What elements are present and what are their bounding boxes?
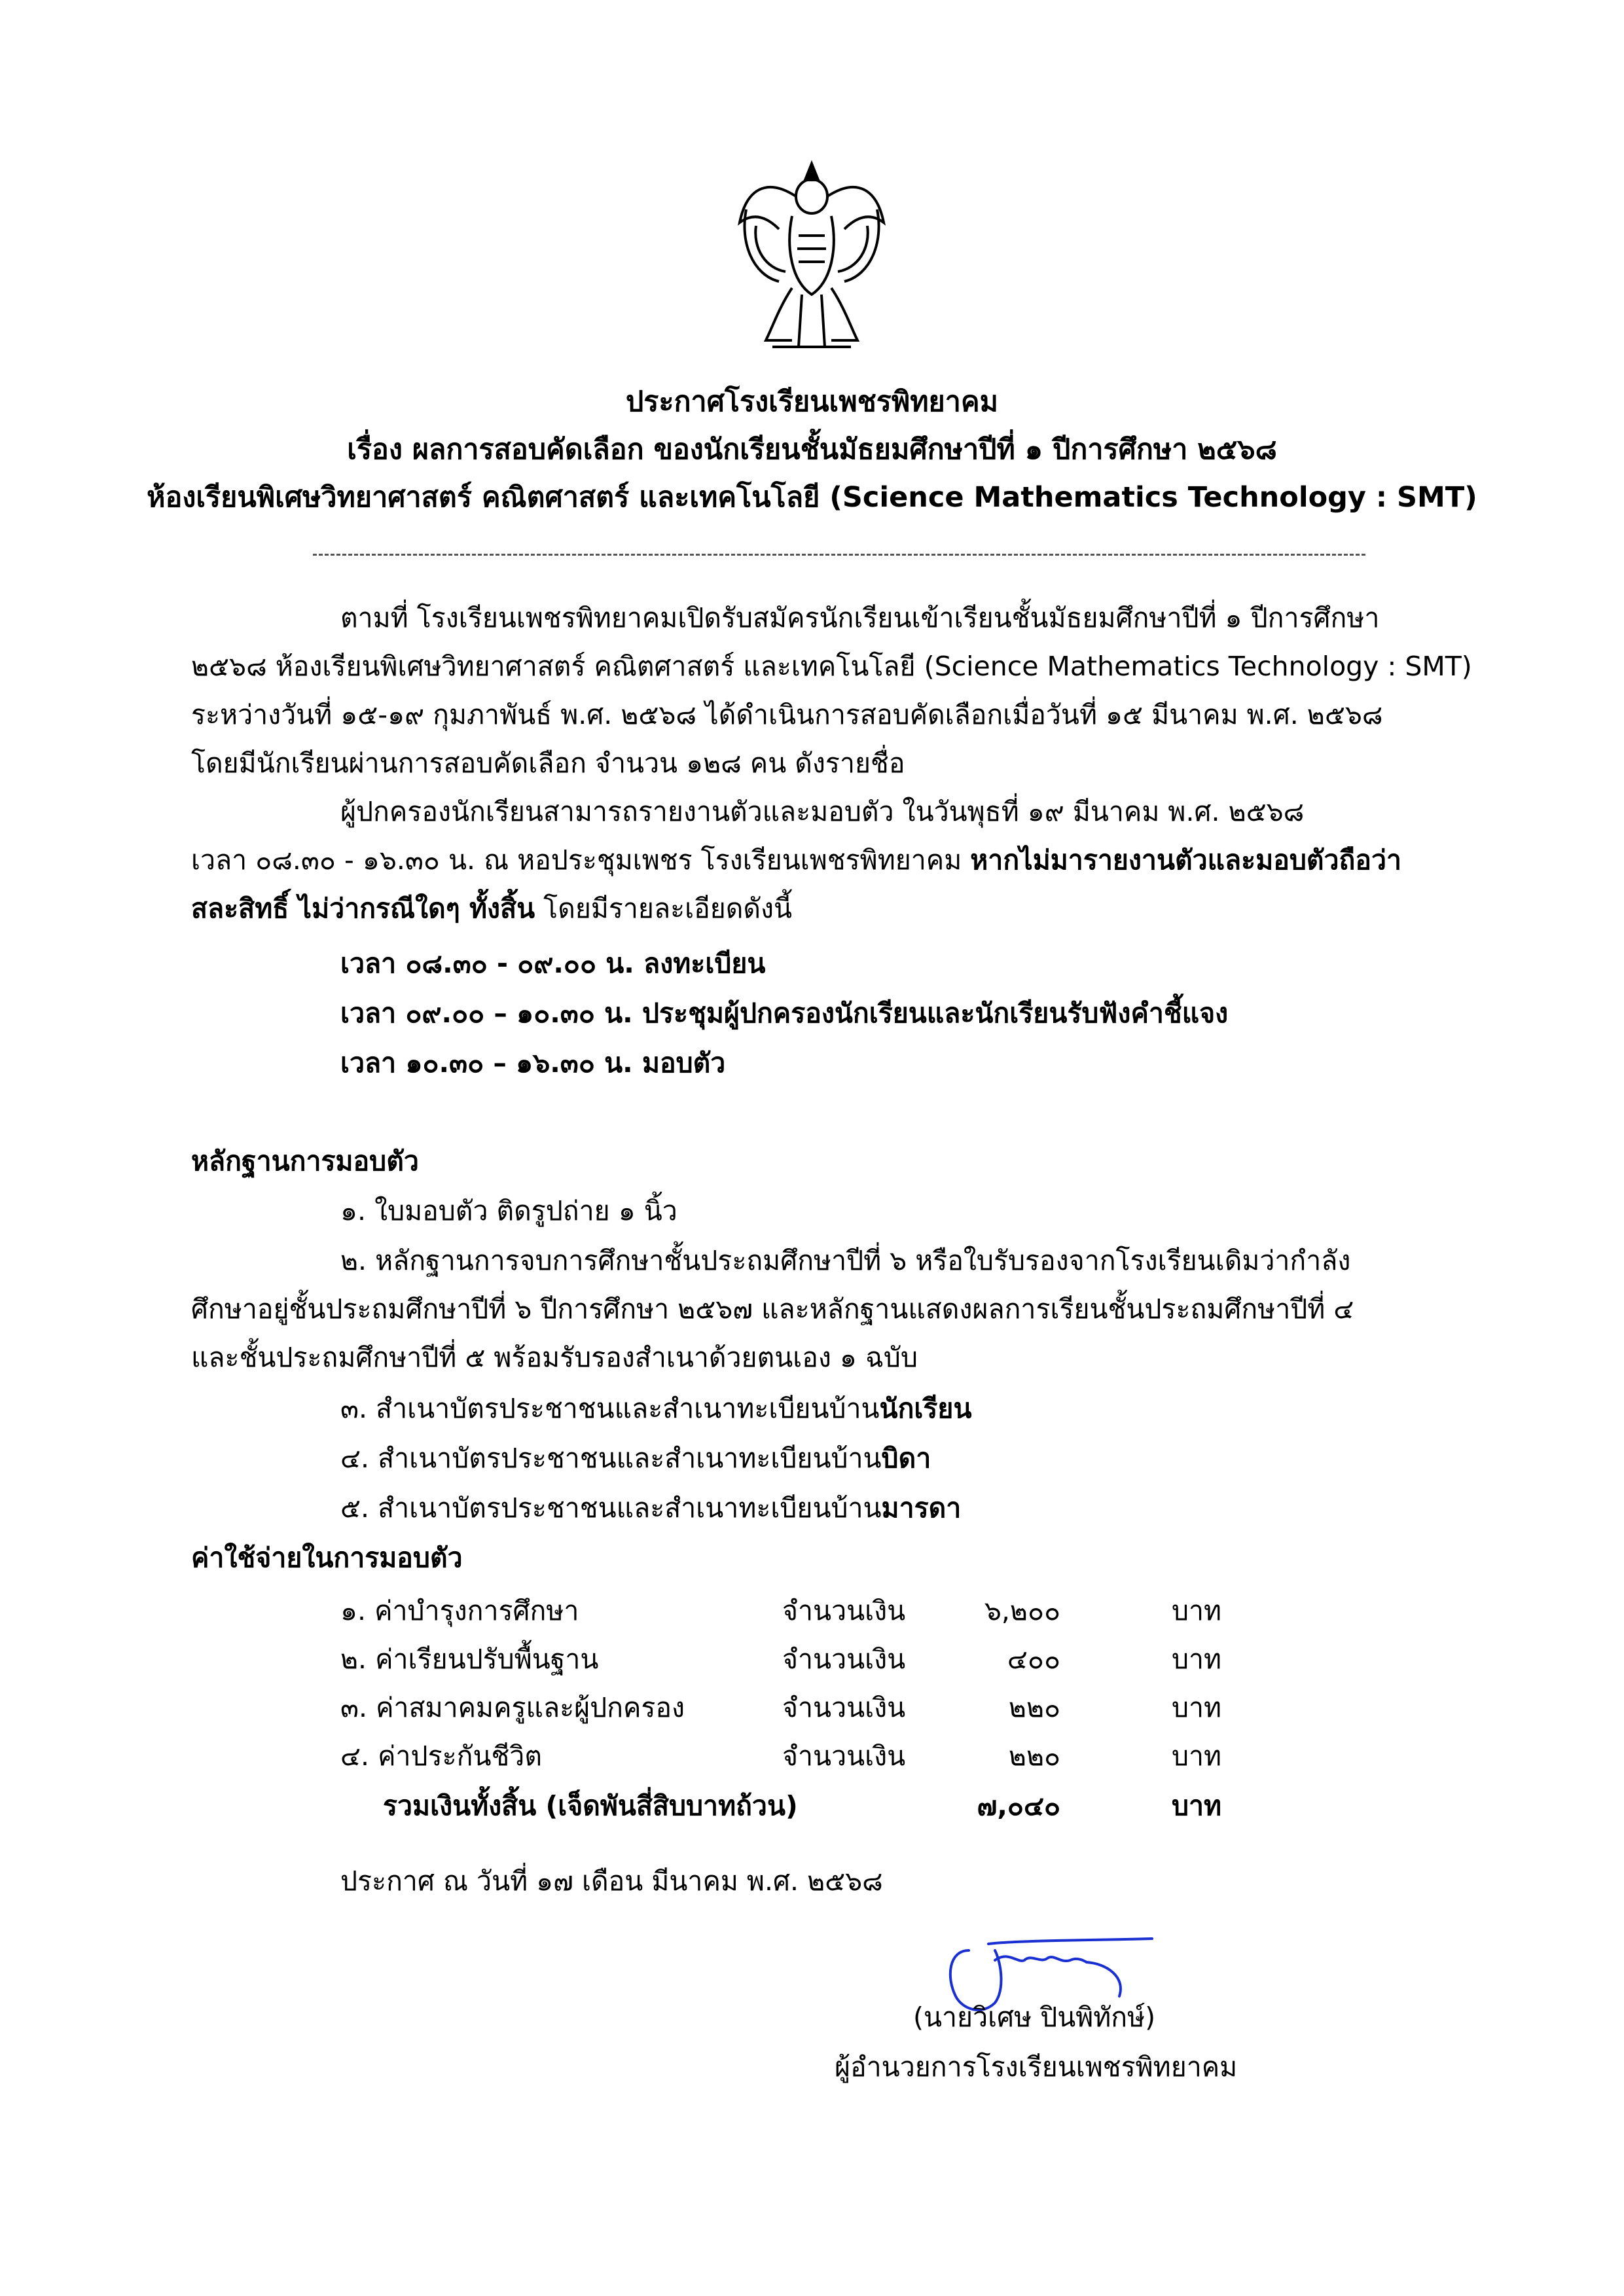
fee-amount-caption: จำนวนเงิน xyxy=(782,1740,906,1772)
fee-amount-caption: จำนวนเงิน xyxy=(782,1692,906,1723)
fee-total-unit: บาท xyxy=(1172,1790,1222,1821)
paragraph-2-line-1: ผู้ปกครองนักเรียนสามารถรายงานตัวและมอบตัว ในวันพุธที่ ๑๙ มีนาคม พ.ศ. ๒๕๖๘ xyxy=(340,796,1305,827)
fee-label: ๓. ค่าสมาคมครูและผู้ปกครอง xyxy=(340,1692,685,1723)
evidence-item-3 xyxy=(340,1388,971,1429)
paragraph-2-line-2-text: เวลา ๐๘.๓๐ - ๑๖.๓๐ น. ณ หอประชุมเพชร โรงเรียนเพชรพิทยาคม xyxy=(191,844,971,876)
fee-total-label: รวมเงินทั้งสิ้น (เจ็ดพันสี่สิบบาทถ้วน) xyxy=(383,1790,798,1821)
evidence-item-4-owner: บิดา xyxy=(881,1443,931,1474)
schedule-item: เวลา ๐๘.๓๐ - ๐๙.๐๐ น. ลงทะเบียน xyxy=(340,948,766,979)
signer-title: ผู้อำนวยการโรงเรียนเพชรพิทยาคม xyxy=(835,2051,1238,2083)
fee-amount: ๖,๒๐๐ xyxy=(984,1595,1060,1626)
forfeit-warning: หากไม่มารายงานตัวและมอบตัวถือว่า xyxy=(970,844,1402,876)
fee-row xyxy=(0,1733,1624,1779)
fee-row xyxy=(0,1685,1624,1731)
dashed-divider xyxy=(313,554,1365,556)
announcement-title: ประกาศโรงเรียนเพชรพิทยาคม xyxy=(626,386,998,418)
paragraph-2-line-2 xyxy=(191,839,1401,881)
fee-amount-caption: จำนวนเงิน xyxy=(782,1643,906,1675)
evidence-item-2-cont: ศึกษาอยู่ชั้นประถมศึกษาปีที่ ๖ ปีการศึกษา ๒๕๖๗ และหลักฐานแสดงผลการเรียนชั้นประถมศึกษาปีที่ ๔ xyxy=(191,1293,1354,1325)
paragraph-1-line-3: ระหว่างวันที่ ๑๕-๑๙ กุมภาพันธ์ พ.ศ. ๒๕๖๘ ได้ดำเนินการสอบคัดเลือกเมื่อวันที่ ๑๕ มีนาคม พ.ศ. ๒๕๖๘ xyxy=(191,699,1383,730)
fee-unit: บาท xyxy=(1172,1643,1222,1675)
schedule-item: เวลา ๐๙.๐๐ – ๑๐.๓๐ น. ประชุมผู้ปกครองนักเรียนและนักเรียนรับฟังคำชี้แจง xyxy=(340,997,1229,1029)
fee-amount: ๔๐๐ xyxy=(1007,1643,1060,1675)
forfeit-warning-cont: สละสิทธิ์ ไม่ว่ากรณีใดๆ ทั้งสิ้น xyxy=(191,893,535,924)
fee-unit: บาท xyxy=(1172,1692,1222,1723)
fee-amount-caption: จำนวนเงิน xyxy=(782,1595,906,1626)
evidence-item-5 xyxy=(340,1487,961,1529)
paragraph-2-line-3-text: โดยมีรายละเอียดดังนี้ xyxy=(535,893,793,924)
fee-amount: ๒๒๐ xyxy=(1008,1740,1060,1772)
fee-label: ๔. ค่าประกันชีวิต xyxy=(340,1740,542,1772)
evidence-item-5-text: ๕. สำเนาบัตรประชาชนและสำเนาทะเบียนบ้าน xyxy=(340,1492,882,1524)
evidence-item-4-text: ๔. สำเนาบัตรประชาชนและสำเนาทะเบียนบ้าน xyxy=(340,1443,882,1474)
evidence-item-1: ๑. ใบมอบตัว ติดรูปถ่าย ๑ นิ้ว xyxy=(340,1195,677,1227)
schedule-item: เวลา ๑๐.๓๐ – ๑๖.๓๐ น. มอบตัว xyxy=(340,1047,726,1079)
paragraph-1-line-4: โดยมีนักเรียนผ่านการสอบคัดเลือก จำนวน ๑๒๘ คน ดังรายชื่อ xyxy=(191,747,905,779)
paragraph-1-line-2: ๒๕๖๘ ห้องเรียนพิเศษวิทยาศาสตร์ คณิตศาสตร์ และเทคโนโลยี (Science Mathematics Technology : SMT) xyxy=(191,651,1472,682)
evidence-item-3-text: ๓. สำเนาบัตรประชาชนและสำเนาทะเบียนบ้าน xyxy=(340,1393,880,1424)
evidence-item-3-owner: นักเรียน xyxy=(879,1393,972,1424)
fee-total-amount: ๗,๐๔๐ xyxy=(977,1790,1060,1821)
evidence-heading: หลักฐานการมอบตัว xyxy=(191,1145,419,1177)
fee-row xyxy=(0,1636,1624,1682)
fee-row xyxy=(0,1588,1624,1634)
fee-unit: บาท xyxy=(1172,1595,1222,1626)
fee-label: ๒. ค่าเรียนปรับพื้นฐาน xyxy=(340,1643,599,1675)
garuda-emblem-icon xyxy=(727,151,897,360)
announcement-program: ห้องเรียนพิเศษวิทยาศาสตร์ คณิตศาสตร์ และเทคโนโลยี (Science Mathematics Technology : SMT) xyxy=(147,481,1477,514)
fee-total-row xyxy=(0,1783,1624,1829)
fees-heading: ค่าใช้จ่ายในการมอบตัว xyxy=(191,1542,463,1573)
fee-unit: บาท xyxy=(1172,1740,1222,1772)
signer-name: (นายวิเศษ ปินพิทักษ์) xyxy=(913,2001,1156,2033)
paragraph-2-line-3 xyxy=(191,888,792,929)
fee-amount: ๒๒๐ xyxy=(1008,1692,1060,1723)
evidence-item-2-cont: และชั้นประถมศึกษาปีที่ ๕ พร้อมรับรองสำเนาด้วยตนเอง ๑ ฉบับ xyxy=(191,1342,918,1373)
paragraph-1-line-1: ตามที่ โรงเรียนเพชรพิทยาคมเปิดรับสมัครนักเรียนเข้าเรียนชั้นมัธยมศึกษาปีที่ ๑ ปีการศึกษา xyxy=(340,602,1380,634)
fee-label: ๑. ค่าบำรุงการศึกษา xyxy=(340,1595,579,1626)
announcement-subject: เรื่อง ผลการสอบคัดเลือก ของนักเรียนชั้นมัธยมศึกษาปีที่ ๑ ปีการศึกษา ๒๕๖๘ xyxy=(347,433,1277,466)
announcement-date: ประกาศ ณ วันที่ ๑๗ เดือน มีนาคม พ.ศ. ๒๕๖๘ xyxy=(340,1865,883,1897)
evidence-item-4 xyxy=(340,1437,931,1479)
evidence-item-2: ๒. หลักฐานการจบการศึกษาชั้นประถมศึกษาปีที่ ๖ หรือใบรับรองจากโรงเรียนเดิมว่ากำลัง xyxy=(340,1245,1351,1276)
evidence-item-5-owner: มารดา xyxy=(881,1492,962,1524)
